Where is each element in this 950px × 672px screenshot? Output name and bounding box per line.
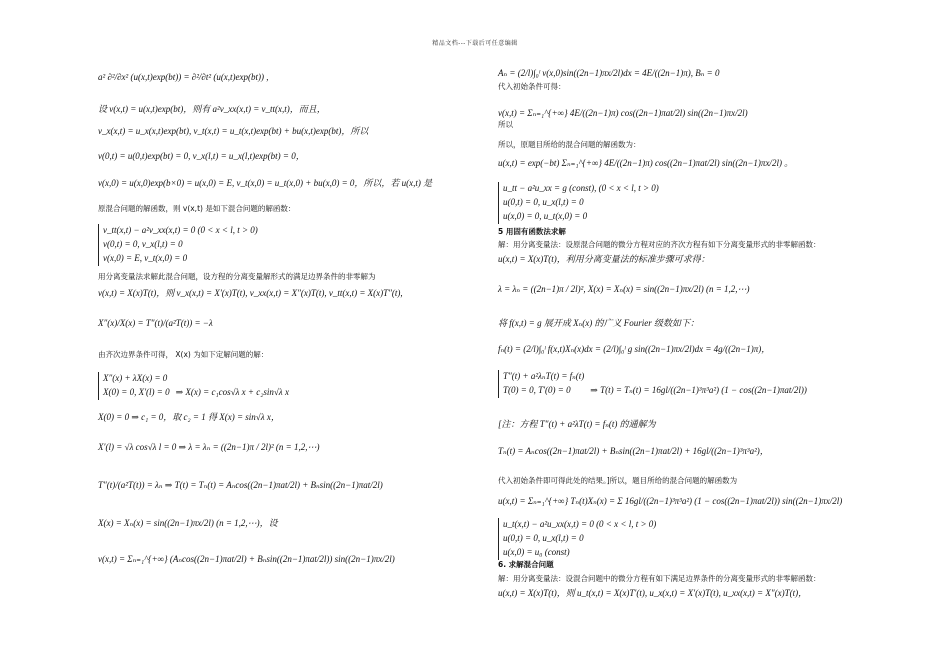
right-system-rs2	[498, 370, 807, 398]
right-line-r2: v(x,t) = Σₙ₌₁^{+∞} 4E/((2n−1)π) cos((2n−1)πat/2l) sin((2n−1)πx/2l)	[498, 108, 748, 118]
right-line-r2b: 所以	[498, 120, 513, 129]
equation-row: v(0,t) = 0, v_x(l,t) = 0	[103, 238, 183, 249]
right-line-r8: λ = λₙ = ((2n−1)π / 2l)², X(x) = Xₙ(x) = sin((2n−1)πx/2l) (n = 1,2,⋯)	[498, 284, 750, 294]
right-line-r14: u(x,t) = Σₙ₌₁^{+∞} Tₙ(t)Xₙ(x) = Σ 16gl/((2n−1)³π³a²) (1 − cos((2n−1)πat/2l)) sin((2n−1)πx/2l)	[498, 496, 843, 506]
right-line-r7: u(x,t) = X(x)T(t)，利用分离变量法的标准步骤可求得：	[498, 254, 710, 264]
right-system-rs3	[498, 518, 656, 560]
left-line-l12: X′(l) = √λ cos√λ l = 0 ⇒ λ = λₙ = ((2n−1)π / 2l)² (n = 1,2,⋯)	[98, 442, 320, 452]
left-system-s2	[98, 372, 289, 400]
right-line-r10: fₙ(t) = (2/l)∫₀ˡ f(x,t)Xₙ(x)dx = (2/l)∫₀ˡ g sin((2n−1)πx/2l)dx = 4g/((2n−1)π)，	[498, 344, 771, 354]
left-line-l8: v(x,t) = X(x)T(t)，则 v_x(x,t) = X′(x)T(t), v_xx(x,t) = X″(x)T(t), v_tt(x,t) = X(x)T″(t),	[98, 288, 403, 298]
equation-row: u(x,0) = 0, u_t(x,0) = 0	[503, 210, 588, 221]
equation-row: T(0) = 0, T′(0) = 0	[503, 384, 571, 395]
left-line-l6: 原混合问题的解函数，则 v(x,t) 是如下混合问题的解函数：	[98, 204, 296, 213]
right-system-rs1	[498, 182, 659, 224]
left-line-l14: X(x) = Xₙ(x) = sin((2n−1)πx/2l) (n = 1,2,⋯)，设	[98, 518, 278, 528]
right-line-r5: 5 用固有函数法求解	[498, 227, 566, 236]
left-line-l10: 由齐次边界条件可得， X(x) 为如下定解问题的解：	[98, 350, 269, 359]
right-line-r15: 6. 求解混合问题	[498, 560, 554, 569]
equation-row: T″(t) + a²λₙT(t) = fₙ(t)	[503, 371, 585, 381]
left-line-l2: 设 v(x,t) = u(x,t)exp(bt)，则有 a²v_xx(x,t) = v_tt(x,t)，而且，	[98, 104, 326, 114]
equation-row: X″(x) + λX(x) = 0	[103, 373, 168, 383]
equation-result: ⇒ T(t) = Tₙ(t) = 16gl/((2n−1)³π³a²) (1 − cos((2n−1)πat/2l))	[590, 385, 807, 396]
right-line-r17: u(x,t) = X(x)T(t)，则 u_t(x,t) = X(x)T′(t), u_x(x,t) = X′(x)T(t), u_xx(x,t) = X″(x)T(t)，	[498, 588, 808, 598]
equation-row: X(0) = 0, X′(l) = 0	[103, 386, 170, 397]
left-line-l15: v(x,t) = Σₙ₌₁^{+∞} (Aₙcos((2n−1)πat/2l) + Bₙsin((2n−1)πat/2l)) sin((2n−1)πx/2l)	[98, 554, 395, 564]
right-line-r13: 代入初始条件即可得此处的结果。]所以，题目所给的混合问题的解函数为	[498, 476, 738, 485]
equation-row: u(0,t) = 0, u_x(l,t) = 0	[503, 532, 584, 543]
right-line-r4: u(x,t) = exp(−bt) Σₙ₌₁^{+∞} 4E/((2n−1)π) cos((2n−1)πat/2l) sin((2n−1)πx/2l) 。	[498, 158, 794, 168]
right-line-r12: Tₙ(t) = Aₙcos((2n−1)πat/2l) + Bₙsin((2n−1)πat/2l) + 16gl/((2n−1)³π³a²)，	[498, 446, 769, 456]
right-line-r9: 将 f(x,t) = g 展开成 Xₙ(x) 的广义 Fourier 级数如下：	[498, 318, 699, 328]
left-line-l11: X(0) = 0 ⇒ c₁ = 0，取 c₂ = 1 得 X(x) = sin√λ x，	[98, 412, 280, 422]
right-line-r1b: 代入初始条件可得：	[498, 82, 566, 91]
right-line-r16: 解：用分离变量法：设混合问题中的微分方程有如下满足边界条件的分离变量形式的非零解函数：	[498, 574, 821, 583]
left-line-l13: T″(t)/(a²T(t)) = λₙ ⇒ T(t) = Tₙ(t) = Aₙcos((2n−1)πat/2l) + Bₙsin((2n−1)πat/2l)	[98, 480, 383, 490]
right-line-r6: 解：用分离变量法：设原混合问题的微分方程对应的齐次方程有如下分离变量形式的非零解函数：	[498, 240, 821, 249]
right-line-r1: Aₙ = (2/l)∫₀ˡ v(x,0)sin((2n−1)πx/2l)dx = 4E/((2n−1)π), Bₙ = 0	[498, 68, 720, 78]
left-line-l1: a² ∂²/∂x² (u(x,t)exp(bt)) = ∂²/∂t² (u(x,t)exp(bt)) ,	[98, 72, 269, 82]
left-line-l3: v_x(x,t) = u_x(x,t)exp(bt), v_t(x,t) = u_t(x,t)exp(bt) + bu(x,t)exp(bt)，所以	[98, 126, 369, 136]
equation-row: v(x,0) = E, v_t(x,0) = 0	[103, 252, 188, 263]
left-system-s1	[98, 224, 258, 266]
equation-row: u(x,0) = u₀ (const)	[503, 546, 570, 557]
equation-row: u_tt − a²u_xx = g (const), (0 < x < l, t > 0)	[503, 183, 659, 193]
left-line-l9: X″(x)/X(x) = T″(t)/(a²T(t)) = −λ	[98, 318, 213, 328]
equation-row: v_tt(x,t) − a²v_xx(x,t) = 0 (0 < x < l, t > 0)	[103, 225, 258, 235]
equation-row: u_t(x,t) − a²u_xx(x,t) = 0 (0 < x < l, t > 0)	[503, 519, 657, 529]
left-line-l7: 用分离变量法求解此混合问题，设方程的分离变量解形式的满足边界条件的非零解为	[98, 272, 376, 281]
equation-result: ⇒ X(x) = c₁cos√λ x + c₂sin√λ x	[175, 387, 289, 398]
left-line-l4: v(0,t) = u(0,t)exp(bt) = 0, v_x(l,t) = u_x(l,t)exp(bt) = 0，	[98, 151, 305, 161]
right-line-r3: 所以，原题目所给的混合问题的解函数为：	[498, 140, 641, 149]
left-line-l5: v(x,0) = u(x,0)exp(b×0) = u(x,0) = E, v_t(x,0) = u_t(x,0) + bu(x,0) = 0，所以，若 u(x,t) 是	[98, 178, 433, 188]
equation-row: u(0,t) = 0, u_x(l,t) = 0	[503, 196, 584, 207]
page-header: 精品文档---下载后可任意编辑	[432, 40, 518, 47]
right-line-r11: [注：方程 T″(t) + a²λT(t) = fₙ(t) 的通解为	[498, 419, 656, 429]
